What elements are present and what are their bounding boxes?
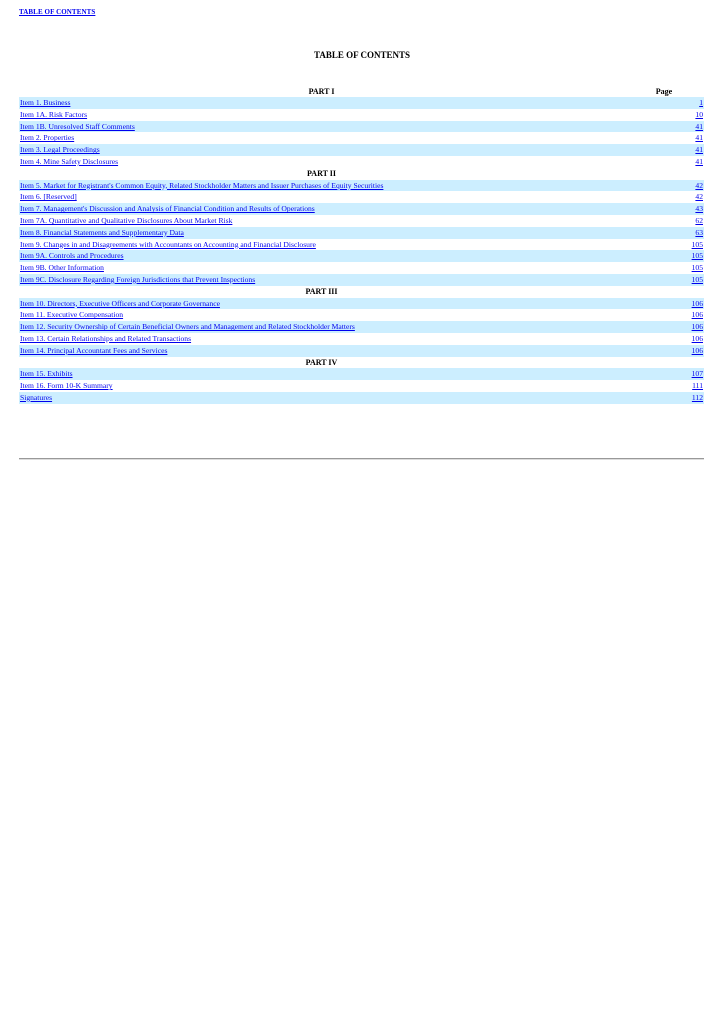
part-heading: [19, 357, 704, 369]
toc-top-link[interactable]: TABLE OF CONTENTS: [19, 8, 96, 16]
toc-item-link[interactable]: Item 16. Form 10-K Summary: [20, 381, 113, 391]
toc-item-link[interactable]: Item 3. Legal Proceedings: [20, 145, 100, 155]
toc-row: [19, 345, 704, 357]
toc-row: [19, 250, 704, 262]
toc-page-link[interactable]: 105: [691, 263, 703, 273]
part-heading: [19, 286, 704, 298]
toc-item-link[interactable]: Item 14. Principal Accountant Fees and Services: [20, 345, 168, 355]
toc-page-link[interactable]: 106: [691, 298, 703, 308]
toc-page-link[interactable]: 42: [695, 180, 703, 190]
toc-item-link[interactable]: Item 12. Security Ownership of Certain Beneficial Owners and Management and Related Stockholder Matters: [20, 322, 355, 332]
part-heading: PART I: [308, 87, 335, 96]
toc-page-link[interactable]: 43: [695, 204, 703, 214]
toc-row: [19, 121, 704, 133]
toc-page-link[interactable]: 41: [695, 145, 703, 155]
toc-page-link[interactable]: 106: [691, 310, 703, 320]
toc-item-link[interactable]: Signatures: [20, 392, 53, 402]
toc-row: [19, 215, 704, 227]
toc-page-link[interactable]: 62: [695, 215, 703, 225]
part-heading: [19, 168, 704, 180]
toc-row: [19, 156, 704, 168]
toc-item-link[interactable]: Item 7A. Quantitative and Qualitative Disclosures About Market Risk: [20, 215, 233, 225]
toc-item-link[interactable]: Item 8. Financial Statements and Supplementary Data: [20, 227, 184, 237]
page-divider: [19, 458, 704, 460]
toc-row: [19, 321, 704, 333]
toc-row: [19, 132, 704, 144]
toc-row: [19, 203, 704, 215]
toc-item-link[interactable]: Item 9. Changes in and Disagreements with Accountants on Accounting and Financial Disclosure: [20, 239, 316, 249]
toc-row: [19, 368, 704, 380]
toc-page-link[interactable]: 10: [695, 109, 703, 119]
toc-item-link[interactable]: Item 11. Executive Compensation: [20, 310, 124, 320]
part-heading-label: PART III: [305, 286, 338, 296]
toc-page-link[interactable]: 111: [692, 381, 703, 391]
toc-row: [19, 191, 704, 203]
toc-item-link[interactable]: Item 6. [Reserved]: [20, 192, 77, 202]
toc-page-link[interactable]: 63: [695, 227, 703, 237]
toc-row: [19, 239, 704, 251]
toc-page-link[interactable]: 105: [691, 274, 703, 284]
toc-row: [19, 274, 704, 286]
toc-row: [19, 227, 704, 239]
toc-header-row: [19, 86, 704, 97]
toc-row: [19, 180, 704, 192]
page-column-label: Page: [655, 87, 673, 96]
toc-item-link[interactable]: Item 1. Business: [20, 98, 71, 107]
toc-item-link[interactable]: Item 1A. Risk Factors: [20, 109, 88, 119]
toc-item-link[interactable]: Item 9C. Disclosure Regarding Foreign Jurisdictions that Prevent Inspections: [20, 274, 256, 284]
toc-item-link[interactable]: Item 9A. Controls and Procedures: [20, 251, 124, 261]
toc-page-link[interactable]: 107: [691, 369, 703, 379]
toc-item-link[interactable]: Item 4. Mine Safety Disclosures: [20, 156, 119, 166]
toc-item-link[interactable]: Item 10. Directors, Executive Officers and Corporate Governance: [20, 298, 220, 308]
toc-item-link[interactable]: Item 7. Management's Discussion and Analysis of Financial Condition and Results of Operations: [20, 204, 315, 214]
toc-table: [19, 86, 704, 404]
toc-item-link[interactable]: Item 2. Properties: [20, 133, 75, 143]
toc-row: [19, 109, 704, 121]
part-heading-label: PART IV: [305, 357, 338, 367]
toc-page-link[interactable]: 42: [695, 192, 703, 202]
toc-item-link[interactable]: Item 15. Exhibits: [20, 369, 73, 379]
toc-page-link[interactable]: 41: [695, 121, 703, 131]
toc-page-link[interactable]: 106: [691, 322, 703, 332]
toc-page-link[interactable]: 106: [691, 345, 703, 355]
toc-item-link[interactable]: Item 13. Certain Relationships and Related Transactions: [20, 333, 192, 343]
toc-page-link[interactable]: 112: [691, 392, 703, 402]
toc-item-link[interactable]: Item 9B. Other Information: [20, 263, 104, 273]
toc-row: [19, 262, 704, 274]
toc-row: [19, 309, 704, 321]
toc-row: [19, 97, 704, 109]
toc-row: [19, 333, 704, 345]
toc-page-link[interactable]: 41: [695, 156, 703, 166]
toc-item-link[interactable]: Item 5. Market for Registrant's Common Equity, Related Stockholder Matters and Issuer Purchases of Equity Securities: [20, 180, 384, 190]
toc-page-link[interactable]: 105: [691, 239, 703, 249]
toc-page-link[interactable]: 41: [695, 133, 703, 143]
toc-row: [19, 144, 704, 156]
toc-item-link[interactable]: Item 1B. Unresolved Staff Comments: [20, 121, 135, 131]
toc-page-link[interactable]: 105: [691, 251, 703, 261]
toc-page-link[interactable]: 1: [699, 98, 703, 107]
toc-row: [19, 392, 704, 404]
toc-page-link[interactable]: 106: [691, 333, 703, 343]
page-title: TABLE OF CONTENTS: [313, 50, 411, 60]
toc-row: [19, 298, 704, 310]
toc-row: [19, 380, 704, 392]
part-heading-label: PART II: [307, 168, 336, 178]
toc-body: [19, 97, 704, 404]
